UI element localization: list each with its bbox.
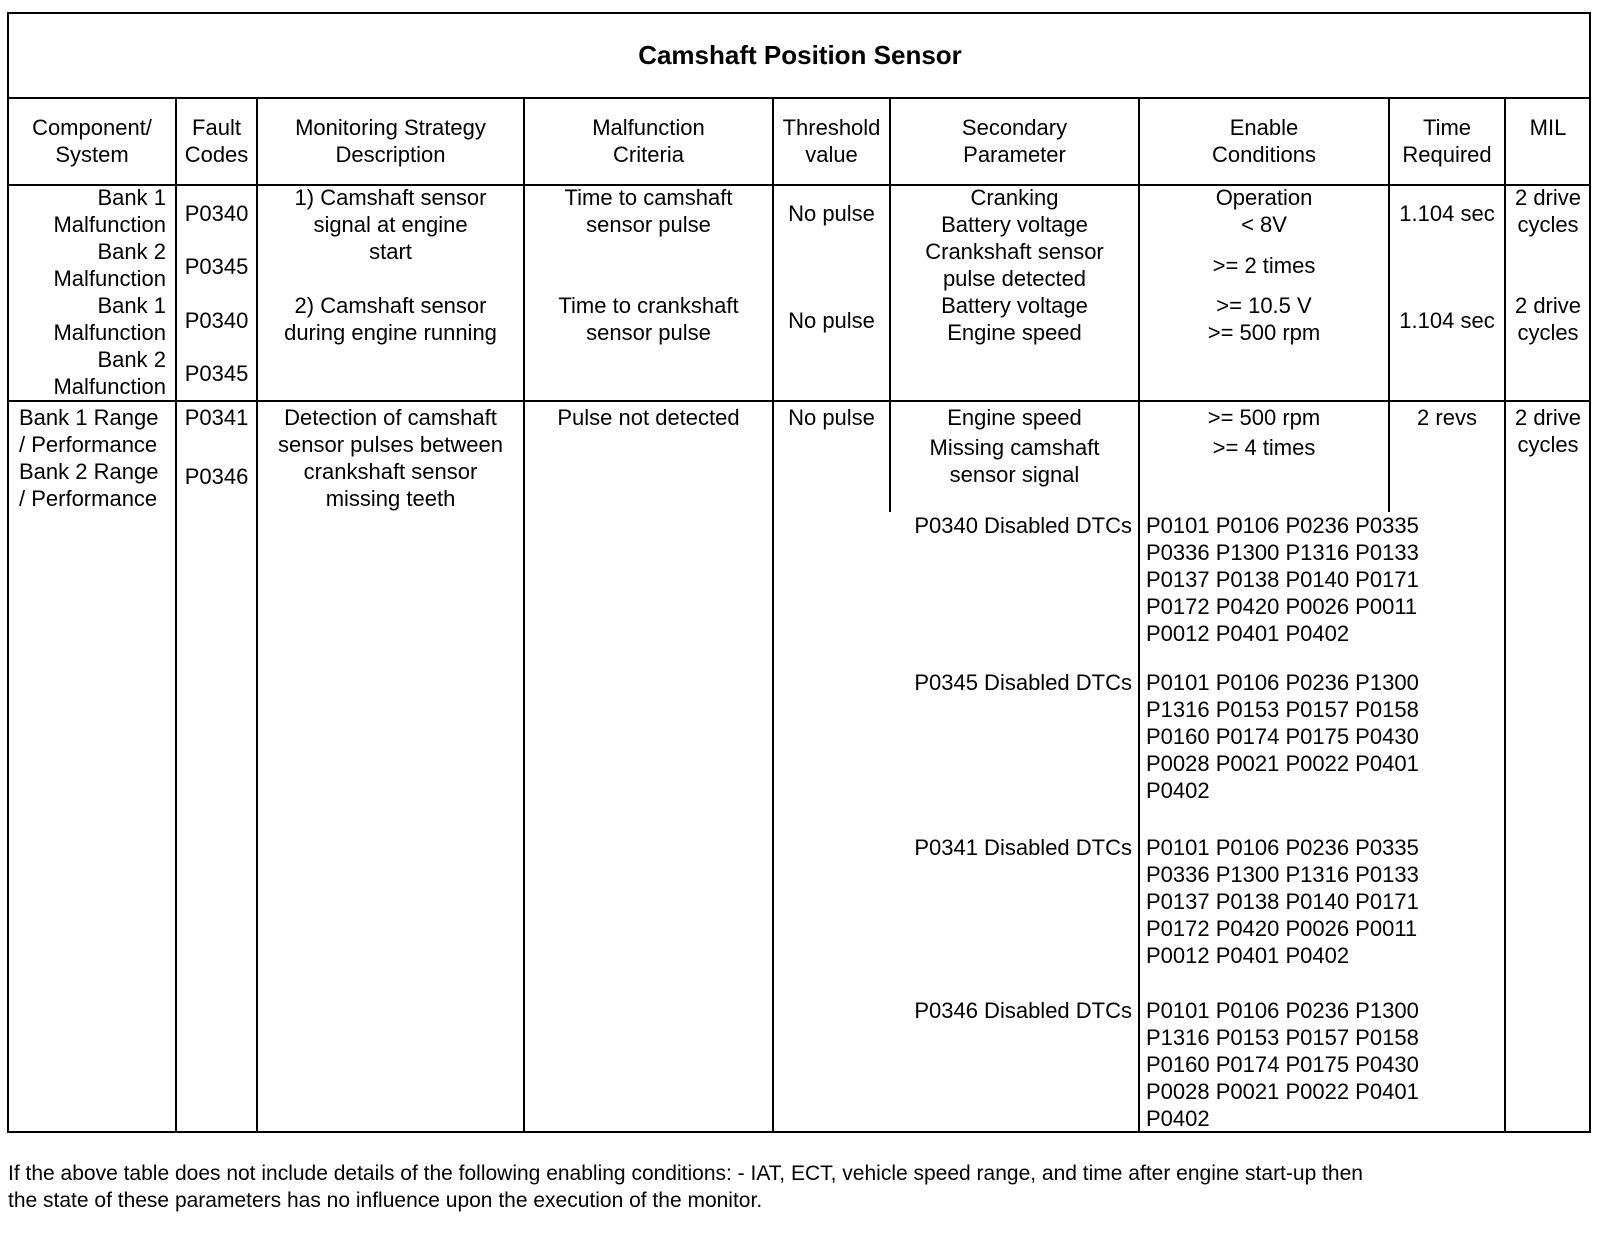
row1-enable-2: >= 2 times — [1212, 253, 1316, 278]
dtc-label-p0345: P0345 Disabled DTCs — [914, 670, 1132, 695]
dtc-label-p0341: P0341 Disabled DTCs — [914, 835, 1132, 860]
col-divider-3 — [523, 98, 525, 1132]
row1-mil-2: 2 drive cycles — [1514, 293, 1582, 345]
row2-secondary: Engine speed Missing camshaft sensor signal — [929, 405, 1100, 487]
row2-enable: >= 500 rpm >= 4 times — [1207, 405, 1321, 460]
row1-code-2: P0345 — [184, 254, 249, 279]
dtc-label-p0340: P0340 Disabled DTCs — [914, 513, 1132, 538]
row1-component-3: Bank 1 Malfunction — [53, 293, 166, 345]
header-time: Time Required — [1402, 115, 1492, 167]
row1-mil-1: 2 drive cycles — [1514, 185, 1582, 237]
dtc-list-p0345: P0101 P0106 P0236 P1300 P1316 P0153 P0157 P0158 P0160 P0174 P0175 P0430 P0028 P0021 P0022 P0401 P0402 — [1146, 670, 1419, 803]
row1-secondary: Cranking Battery voltage Crankshaft sensor pulse detected Battery voltage Engine speed — [925, 185, 1104, 345]
row1-threshold-2: No pulse — [788, 308, 875, 333]
dtc-list-p0346: P0101 P0106 P0236 P1300 P1316 P0153 P0157 P0158 P0160 P0174 P0175 P0430 P0028 P0021 P0022 P0401 P0402 — [1146, 998, 1419, 1131]
header-fault-codes: Fault Codes — [184, 115, 249, 167]
title-divider — [8, 97, 1591, 99]
row1-component-4: Bank 2 Malfunction — [53, 347, 166, 399]
row2-code-1: P0341 — [184, 405, 249, 430]
table-title: Camshaft Position Sensor — [638, 40, 962, 70]
header-component: Component/ System — [32, 115, 152, 167]
row1-enable-3: >= 10.5 V >= 500 rpm — [1207, 293, 1321, 345]
row2-threshold: No pulse — [788, 405, 875, 430]
row-divider — [8, 400, 1591, 402]
row1-component-1: Bank 1 Malfunction — [53, 185, 166, 237]
row2-code-2: P0346 — [184, 464, 249, 489]
row1-malfunction-2: Time to crankshaft sensor pulse — [558, 293, 739, 345]
row1-time-1: 1.104 sec — [1399, 201, 1495, 226]
row1-component-2: Bank 2 Malfunction — [53, 239, 166, 291]
col-divider-8 — [1504, 98, 1506, 1132]
row2-mil: 2 drive cycles — [1514, 405, 1582, 457]
dtc-label-p0346: P0346 Disabled DTCs — [914, 998, 1132, 1023]
row1-threshold-1: No pulse — [788, 201, 875, 226]
row1-enable-1: Operation < 8V — [1215, 185, 1313, 237]
header-mil: MIL — [1529, 115, 1567, 140]
row1-code-3: P0340 — [184, 308, 249, 333]
row1-code-1: P0340 — [184, 201, 249, 226]
row1-malfunction-1: Time to camshaft sensor pulse — [564, 185, 733, 237]
row1-strategy-1: 1) Camshaft sensor signal at engine start — [294, 185, 487, 264]
row2-component: Bank 1 Range / Performance Bank 2 Range / Performance — [19, 405, 159, 511]
row1-strategy-2: 2) Camshaft sensor during engine running — [284, 293, 497, 345]
row1-time-2: 1.104 sec — [1399, 308, 1495, 333]
header-malfunction: Malfunction Criteria — [592, 115, 705, 167]
row2-malfunction: Pulse not detected — [557, 405, 740, 430]
row2-strategy: Detection of camshaft sensor pulses between crankshaft sensor missing teeth — [277, 405, 504, 511]
row1-code-4: P0345 — [184, 361, 249, 386]
header-secondary: Secondary Parameter — [961, 115, 1068, 167]
header-enable: Enable Conditions — [1212, 115, 1316, 167]
row2-time: 2 revs — [1417, 405, 1477, 430]
dtc-list-p0340: P0101 P0106 P0236 P0335 P0336 P1300 P1316 P0133 P0137 P0138 P0140 P0171 P0172 P0420 P0026 P0011 P0012 P0401 P0402 — [1146, 513, 1419, 646]
header-threshold: Threshold value — [782, 115, 881, 167]
col-divider-4 — [772, 98, 774, 1132]
dtc-list-p0341: P0101 P0106 P0236 P0335 P0336 P1300 P1316 P0133 P0137 P0138 P0140 P0171 P0172 P0420 P0026 P0011 P0012 P0401 P0402 — [1146, 835, 1419, 968]
footnote: If the above table does not include details of the following enabling conditions: - IAT, ECT, vehicle speed range, and time after engine start-up then the state of these parameters has no influence upon the execution of the monitor. — [8, 1162, 1363, 1212]
header-strategy: Monitoring Strategy Description — [295, 115, 486, 167]
